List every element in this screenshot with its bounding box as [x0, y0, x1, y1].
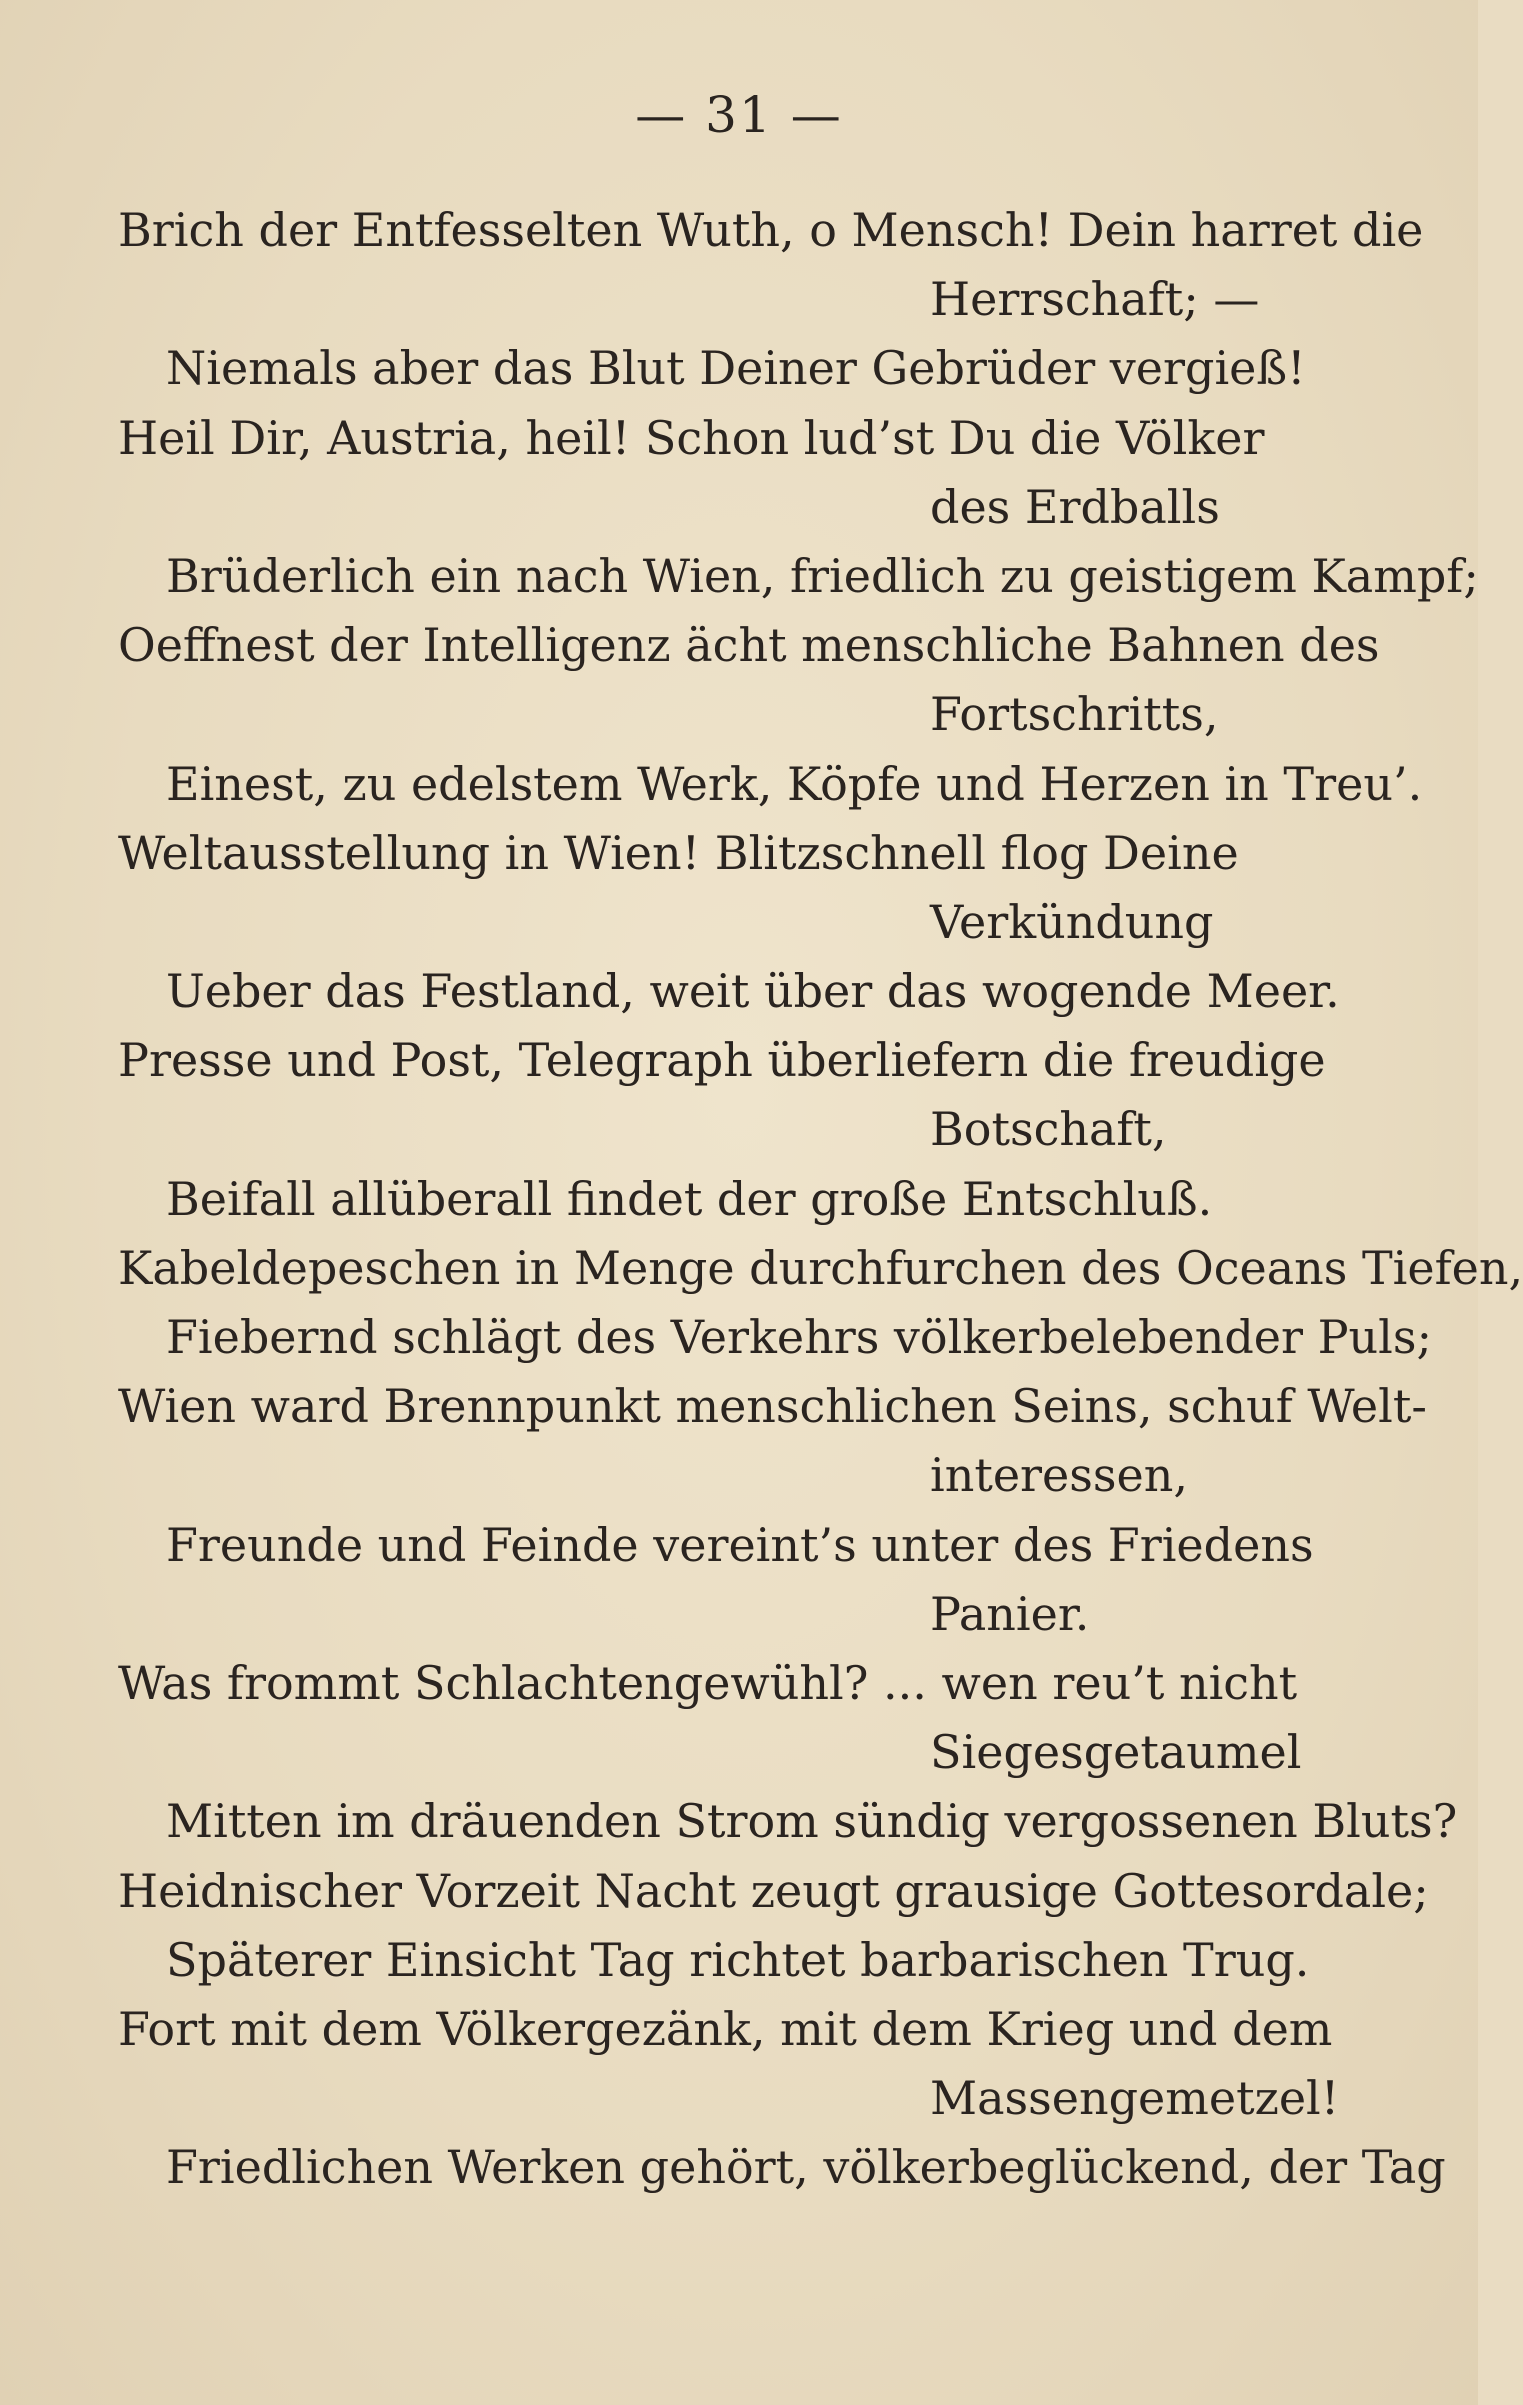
verse-line: Presse und Post, Telegraph überliefern die freudige — [118, 1033, 1326, 1088]
verse-line: Brüderlich ein nach Wien, friedlich zu geistigem Kampf; — [166, 548, 1479, 603]
verse-line: interessen, — [930, 1448, 1188, 1503]
verse-line: Friedlichen Werken gehört, völkerbeglückend, der Tag — [166, 2140, 1446, 2195]
verse-line: des Erdballs — [930, 479, 1220, 534]
verse-line: Mitten im dräuenden Strom sündig vergossenen Bluts? — [166, 1794, 1458, 1849]
verse-line: Niemals aber das Blut Deiner Gebrüder vergieß! — [166, 341, 1306, 396]
verse-line: Was frommt Schlachtengewühl? ... wen reu’t nicht — [118, 1655, 1298, 1710]
verse-line: Fortschritts, — [930, 687, 1219, 742]
verse-line: Wien ward Brennpunkt menschlichen Seins, schuf Welt- — [118, 1379, 1427, 1434]
verse-line: Weltausstellung in Wien! Blitzschnell flog Deine — [118, 825, 1239, 880]
verse-line: Kabeldepeschen in Menge durchfurchen des Oceans Tiefen, — [118, 1240, 1523, 1295]
verse-line: Botschaft, — [930, 1102, 1167, 1157]
verse-line: Verkündung — [930, 894, 1214, 949]
page-number: — 31 — — [635, 86, 843, 144]
verse-line: Siegesgetaumel — [930, 1725, 1302, 1780]
verse-line: Heidnischer Vorzeit Nacht zeugt grausige Gottesordale; — [118, 1863, 1429, 1918]
verse-line: Fort mit dem Völkergezänk, mit dem Krieg und dem — [118, 2001, 1333, 2056]
verse-line: Herrschaft; — — [930, 272, 1260, 327]
verse-line: Fiebernd schlägt des Verkehrs völkerbelebender Puls; — [166, 1310, 1432, 1364]
verse-line: Späterer Einsicht Tag richtet barbarischen Trug. — [166, 1932, 1310, 1987]
verse-line: Panier. — [930, 1586, 1090, 1641]
verse-line: Massengemetzel! — [930, 2071, 1340, 2126]
verse-line: Ueber das Festland, weit über das wogende Meer. — [166, 964, 1340, 1019]
verse-line: Heil Dir, Austria, heil! Schon lud’st Du die Völker — [118, 410, 1265, 465]
verse-line: Freunde und Feinde vereint’s unter des Friedens — [166, 1517, 1314, 1572]
verse-line: Beifall allüberall findet der große Entschluß. — [166, 1171, 1213, 1226]
verse-line: Einest, zu edelstem Werk, Köpfe und Herzen in Treu’. — [166, 756, 1423, 811]
verse-line: Oeffnest der Intelligenz ächt menschliche Bahnen des — [118, 618, 1380, 673]
verse-line: Brich der Entfesselten Wuth, o Mensch! Dein harret die — [118, 203, 1424, 257]
poem-text — [118, 196, 1523, 2202]
